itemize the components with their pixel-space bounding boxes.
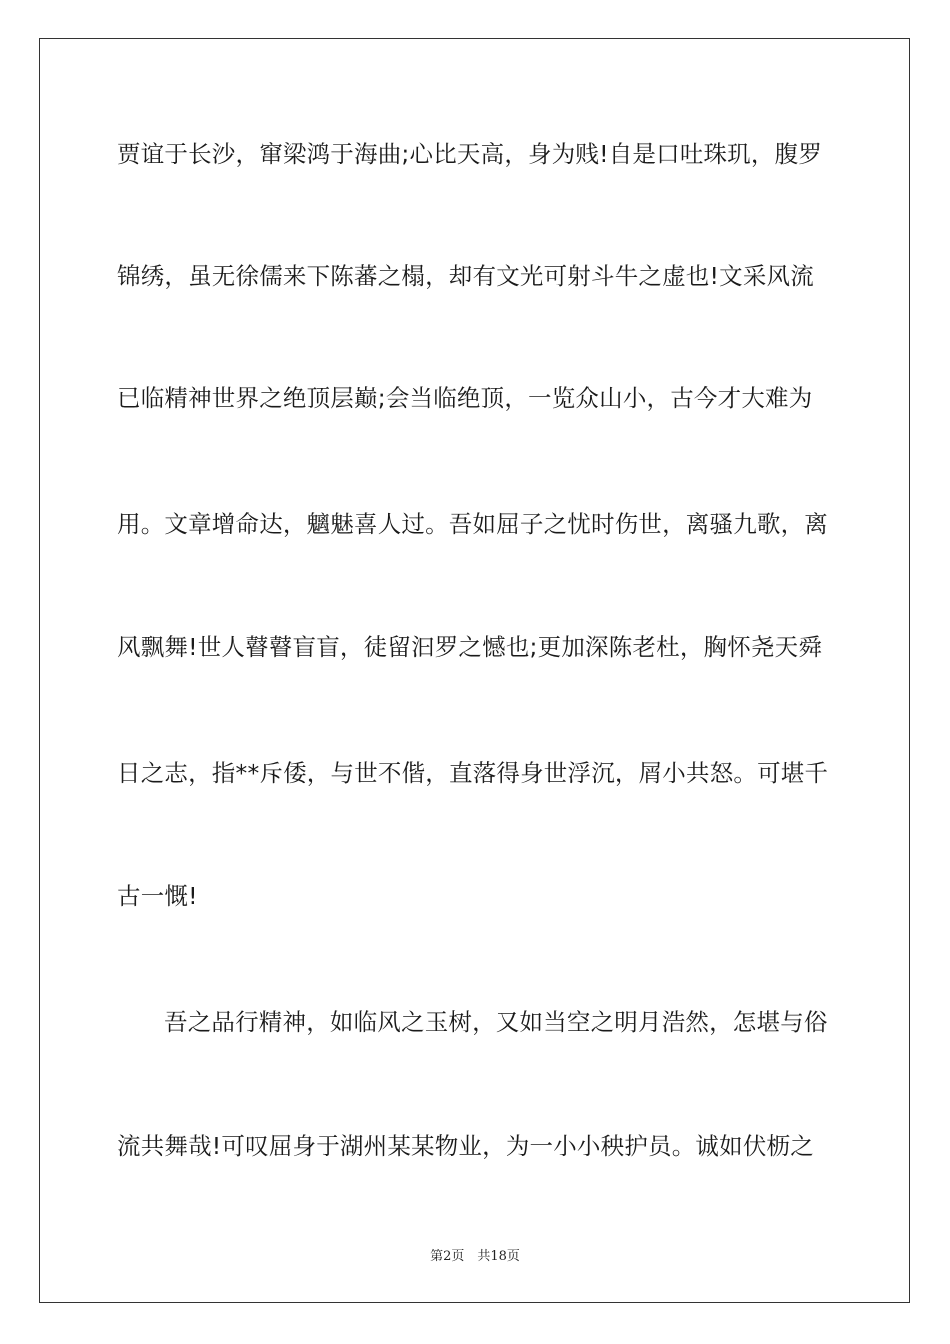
paragraph-line-7: 古一慨!	[117, 882, 198, 910]
paragraph-line-5: 风飘舞!世人瞽瞽盲盲，徒留汩罗之憾也;更加深陈老杜，胸怀尧天舜	[117, 633, 823, 661]
page-border	[39, 38, 910, 1303]
paragraph-line-4: 用。文章增命达，魑魅喜人过。吾如屈子之忧时伤世，离骚九歌，离	[117, 510, 828, 538]
paragraph-line-3: 已临精神世界之绝顶层巅;会当临绝顶，一览众山小，古今才大难为	[117, 384, 813, 412]
paragraph-line-6: 日之志，指**斥倭，与世不偕，直落得身世浮沉，屑小共怒。可堪千	[117, 759, 829, 787]
paragraph-line-2: 锦绣，虽无徐儒来下陈蕃之榻，却有文光可射斗牛之虚也!文采风流	[117, 262, 814, 290]
paragraph-line-8: 吾之品行精神，如临风之玉树，又如当空之明月浩然，怎堪与俗	[164, 1008, 828, 1036]
paragraph-line-9: 流共舞哉!可叹屈身于湖州某某物业，为一小小秧护员。诚如伏枥之	[117, 1132, 814, 1160]
page-number-footer: 第2页 共18页	[430, 1249, 520, 1264]
paragraph-line-1: 贾谊于长沙，窜梁鸿于海曲;心比天高，身为贱!自是口吐珠玑，腹罗	[117, 140, 823, 168]
